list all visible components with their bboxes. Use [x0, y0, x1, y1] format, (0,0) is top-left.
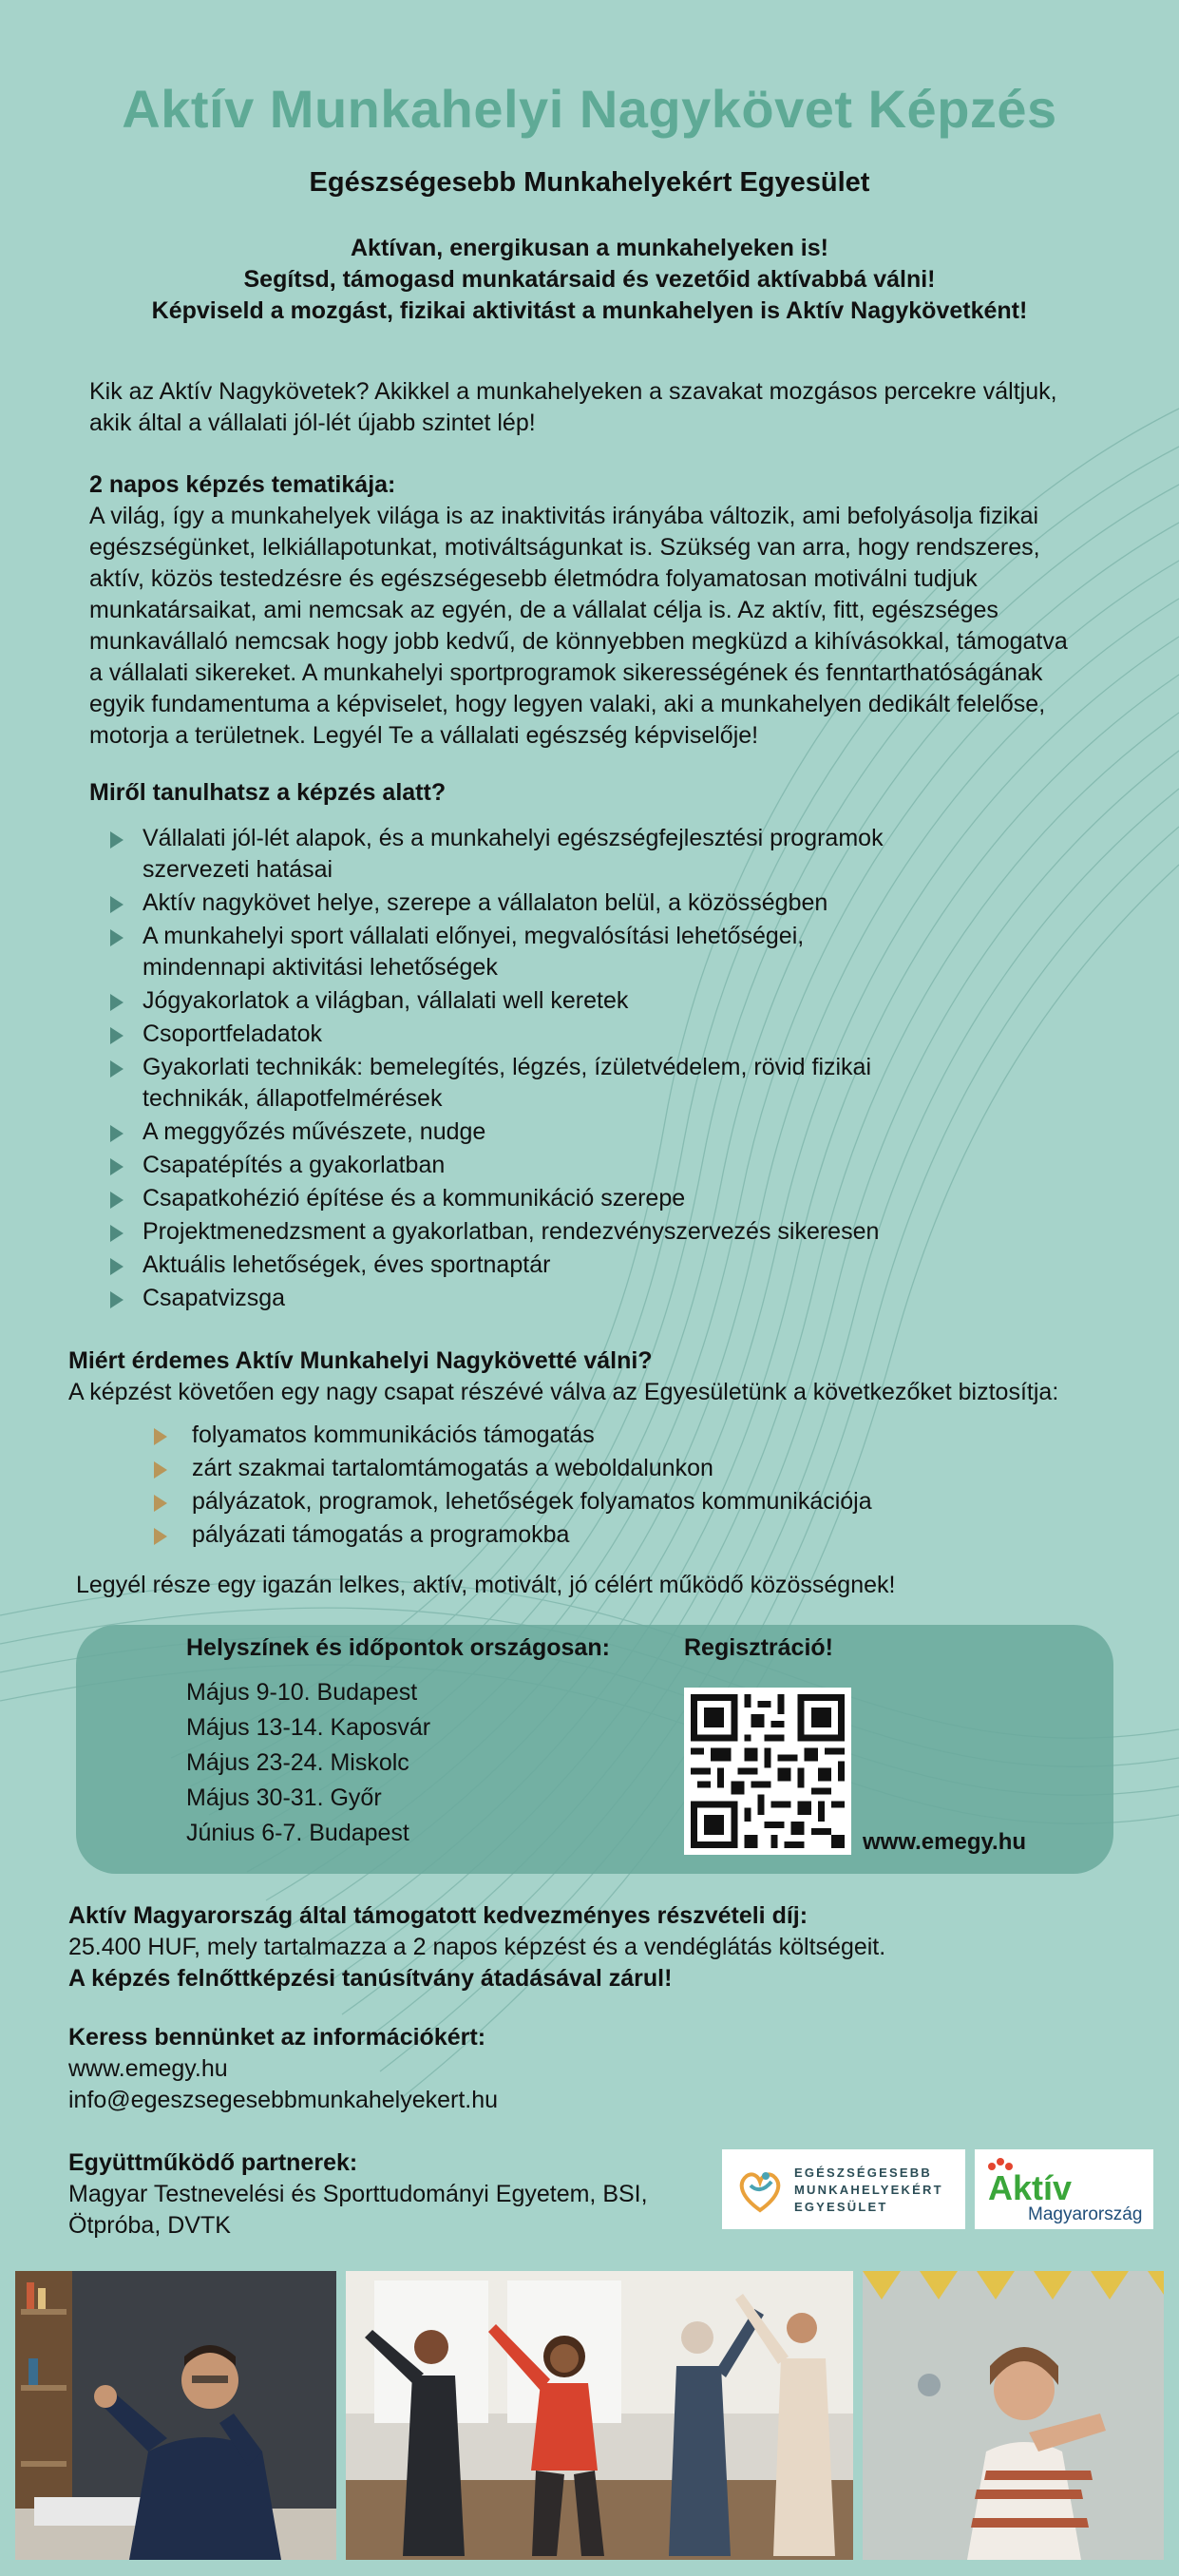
triangle-bullet-icon [110, 929, 124, 946]
list-item: Csapatépítés a gyakorlatban [89, 1150, 884, 1181]
training-line: munkatársaikat, ami nemcsak az egyén, de a vállalat célja is. Az aktív, fitt, egészséges [89, 597, 998, 623]
triangle-bullet-icon [154, 1528, 167, 1545]
partners-section [68, 2147, 648, 2242]
location-item: Május 9-10. Budapest [186, 1679, 418, 1706]
registration-qr-code[interactable] [684, 1688, 851, 1855]
photo-office-stretch [15, 2271, 336, 2560]
qr-code-icon [684, 1688, 851, 1855]
list-item: Projektmenedzsment a gyakorlatban, rendezvényszervezés sikeresen [89, 1216, 884, 1248]
list-item: Csapatvizsga [89, 1283, 884, 1314]
contact-heading: Keress bennünket az információkért: [68, 2024, 486, 2051]
list-item: Gyakorlati technikák: bemelegítés, légzés, ízületvédelem, rövid fizikai technikák, állapotfelmérések [89, 1052, 884, 1115]
triangle-bullet-icon [110, 1225, 124, 1242]
aktiv-logo-subtext: Magyarország [1028, 2204, 1143, 2224]
emegy-logo-text: EGÉSZSÉGESEBB [794, 2166, 932, 2180]
tagline-line: Segítsd, támogasd munkatársaid és vezetőid aktívabbá válni! [243, 266, 936, 293]
tagline [0, 233, 1179, 327]
organization-name: Egészségesebb Munkahelyekért Egyesület [309, 167, 870, 198]
register-heading: Regisztráció! [684, 1634, 833, 1661]
location-item: Május 30-31. Győr [186, 1784, 382, 1811]
training-line: a vállalati sikereket. A munkahelyi sportprogramok sikerességének és fenntarthatóságának [89, 659, 1043, 686]
contact-website-link[interactable]: www.emegy.hu [68, 2055, 228, 2082]
triangle-bullet-icon [110, 1027, 124, 1044]
list-item: Aktuális lehetőségek, éves sportnaptár [89, 1250, 884, 1281]
intro-paragraph [89, 376, 1057, 439]
learn-heading: Miről tanulhatsz a képzés alatt? [89, 779, 447, 806]
triangle-bullet-icon [110, 1192, 124, 1209]
intro-line: akik által a vállalati jól-lét újabb szintet lép! [89, 410, 536, 436]
training-line: aktív, közös testedzésre és egészségesebb életmódra folyamatosan motiválni tudjuk [89, 565, 978, 592]
emegy-logo-text: EGYESÜLET [794, 2200, 888, 2214]
list-item: Csapatkohézió építése és a kommunikáció szerepe [89, 1183, 884, 1214]
location-item: Május 13-14. Kaposvár [186, 1714, 431, 1741]
list-item: pályázatok, programok, lehetőségek folyamatos kommunikációja [154, 1486, 872, 1517]
photo-group-exercise [346, 2271, 853, 2560]
training-line: A világ, így a munkahelyek világa is az inaktivitás irányába változik, ami befolyásolja fizikai [89, 503, 1039, 529]
list-item: zárt szakmai tartalomtámogatás a weboldalunkon [154, 1453, 872, 1484]
triangle-bullet-icon [110, 994, 124, 1011]
triangle-bullet-icon [110, 1125, 124, 1142]
partners-heading: Együttműködő partnerek: [68, 2149, 358, 2176]
list-item: Csoportfeladatok [89, 1019, 884, 1050]
triangle-bullet-icon [110, 1258, 124, 1275]
contact-email-link[interactable]: info@egeszsegesebbmunkahelyekert.hu [68, 2087, 499, 2113]
partners-line: Ötpróba, DVTK [68, 2212, 231, 2239]
aktiv-logo-text: Aktív [988, 2168, 1073, 2207]
triangle-bullet-icon [110, 831, 124, 849]
certificate-text: A képzés felnőttképzési tanúsítvány átadásával zárul! [68, 1965, 673, 1992]
why-section [68, 1345, 1058, 1408]
training-section [89, 469, 1068, 752]
locations-heading: Helyszínek és időpontok országosan: [186, 1634, 610, 1661]
training-line: munkavállaló nemcsak hogy jobb kedvű, de könnyebben megküzd a kihívásokkal, támogatva [89, 628, 1068, 655]
triangle-bullet-icon [154, 1495, 167, 1512]
photo-woman-stretching [863, 2271, 1164, 2560]
triangle-bullet-icon [110, 1158, 124, 1175]
emegy-logo [722, 2149, 965, 2229]
closing-text: Legyél része egy igazán lelkes, aktív, motivált, jó célért működő közösségnek! [76, 1572, 896, 1598]
training-line: egészségünket, lelkiállapotunkat, motiváltságunkat is. Szükség van arra, hogy rendszeres, [89, 534, 1040, 561]
tagline-line: Aktívan, energikusan a munkahelyeken is! [351, 235, 828, 261]
box-website-link[interactable]: www.emegy.hu [863, 1829, 1027, 1855]
fee-section [68, 1900, 885, 1994]
locations-section [186, 1632, 610, 1851]
page-title: Aktív Munkahelyi Nagykövet Képzés [122, 79, 1057, 139]
triangle-bullet-icon [154, 1461, 167, 1479]
woman-stretching-image [863, 2271, 1164, 2560]
training-line: egyik fundamentuma a képviselet, hogy legyen valaki, aki a munkahelyen dedikált felelőse, [89, 691, 1046, 717]
benefits-list [154, 1420, 872, 1553]
intro-line: Kik az Aktív Nagykövetek? Akikkel a munkahelyeken a szavakat mozgásos percekre váltjuk, [89, 378, 1057, 405]
training-line: motorja a területnek. Legyél Te a vállalati egészség képviselője! [89, 722, 759, 749]
tagline-line: Képviseld a mozgást, fizikai aktivitást a munkahelyen is Aktív Nagykövetként! [151, 297, 1028, 324]
list-item: folyamatos kommunikációs támogatás [154, 1420, 872, 1451]
learn-list [89, 823, 884, 1316]
emegy-logo-text: MUNKAHELYEKÉRT [794, 2183, 943, 2197]
triangle-bullet-icon [110, 896, 124, 913]
list-item: A munkahelyi sport vállalati előnyei, megvalósítási lehetőségei, mindennapi aktivitási lehetőségek [89, 921, 884, 983]
why-heading: Miért érdemes Aktív Munkahelyi Nagykövetté válni? [68, 1347, 653, 1374]
aktiv-magyarorszag-logo [975, 2149, 1153, 2229]
triangle-bullet-icon [110, 1060, 124, 1078]
contact-section [68, 2022, 498, 2116]
fee-heading: Aktív Magyarország által támogatott kedvezményes részvételi díj: [68, 1902, 808, 1929]
list-item: A meggyőzés művészete, nudge [89, 1116, 884, 1148]
list-item: pályázati támogatás a programokba [154, 1519, 872, 1551]
list-item: Jógyakorlatok a világban, vállalati well keretek [89, 985, 884, 1017]
triangle-bullet-icon [154, 1428, 167, 1445]
training-heading: 2 napos képzés tematikája: [89, 471, 396, 498]
why-text: A képzést követően egy nagy csapat részévé válva az Egyesületünk a következőket biztosítja: [68, 1379, 1059, 1405]
location-item: Május 23-24. Miskolc [186, 1749, 409, 1776]
list-item: Vállalati jól-lét alapok, és a munkahelyi egészségfejlesztési programok szervezeti hatásai [89, 823, 884, 886]
group-exercise-image [346, 2271, 853, 2560]
heart-person-icon [733, 2163, 787, 2216]
fee-text: 25.400 HUF, mely tartalmazza a 2 napos képzést és a vendéglátás költségeit. [68, 1934, 886, 1960]
office-stretch-image [15, 2271, 336, 2560]
location-item: Június 6-7. Budapest [186, 1820, 409, 1846]
partners-line: Magyar Testnevelési és Sporttudományi Egyetem, BSI, [68, 2181, 648, 2207]
triangle-bullet-icon [110, 1291, 124, 1308]
list-item: Aktív nagykövet helye, szerepe a vállalaton belül, a közösségben [89, 887, 884, 919]
